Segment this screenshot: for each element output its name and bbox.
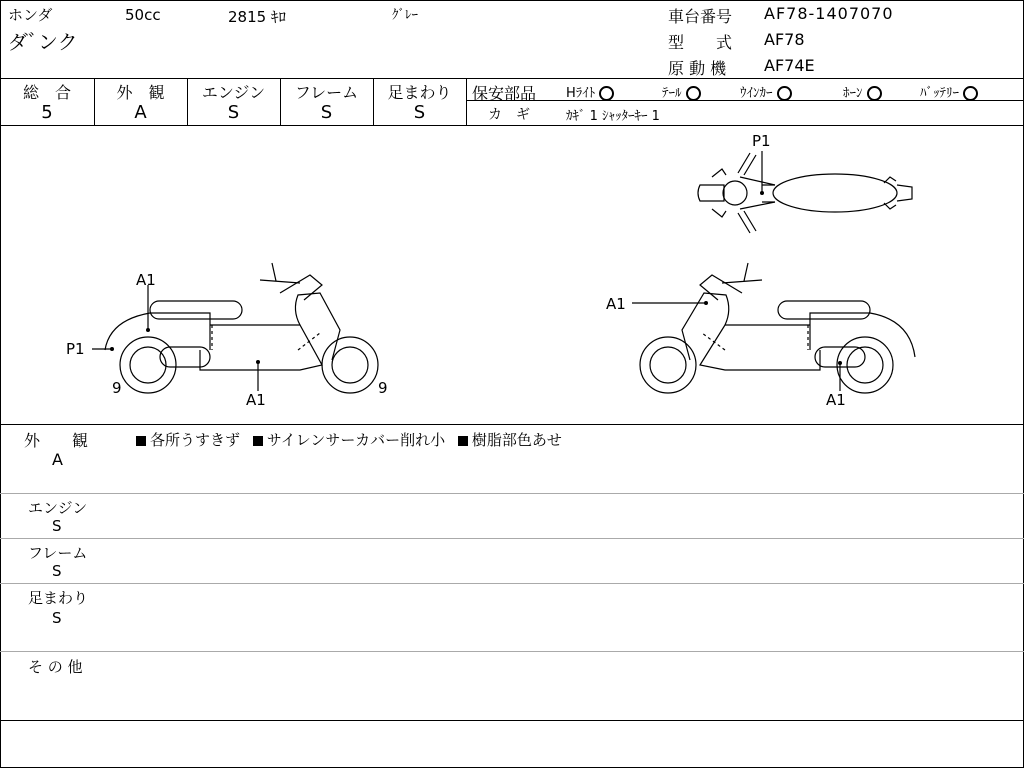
other-note-label: そ の 他: [28, 658, 83, 676]
frame-no-label: 車台番号: [668, 7, 733, 26]
safety-item-tail: [662, 82, 701, 101]
grade-label-exterior: 外 観: [116, 83, 165, 102]
mileage: 2815 ｷﾛ: [228, 8, 286, 26]
mark-label: A1: [606, 295, 626, 313]
safety-item-name: ﾎｰﾝ: [843, 86, 863, 101]
mark-label: 9: [378, 379, 388, 397]
scooter-diagram: [0, 125, 1024, 425]
type-value: AF78: [764, 30, 805, 49]
frame-note-label: フレーム: [28, 544, 88, 562]
safety-item-winker: [740, 82, 792, 101]
engine-label: 原 動 機: [668, 59, 727, 78]
type-label: 型 式: [668, 33, 733, 52]
exterior-label: 外 観: [24, 431, 89, 450]
mark-label: 9: [112, 379, 122, 397]
bullet-square-icon: [458, 436, 468, 446]
grade-label-overall: 総 合: [22, 83, 71, 102]
exterior-grade: A: [52, 450, 63, 469]
mark-label: P1: [66, 340, 85, 358]
suspension-note-label: 足まわり: [28, 589, 89, 607]
scooter-top-view: [698, 153, 912, 233]
grade-value-engine: S: [227, 102, 240, 123]
divider: [0, 493, 1024, 494]
grade-label-suspension: 足まわり: [387, 83, 452, 102]
grade-label-frame: フレーム: [294, 83, 359, 102]
safety-item-name: Hﾗｲﾄ: [566, 86, 596, 101]
frame-no: AF78-1407070: [764, 4, 894, 23]
mark-label: A1: [246, 391, 266, 409]
divider: [0, 651, 1024, 652]
engine-note-grade: S: [52, 517, 62, 535]
key-label: カ ギ: [488, 107, 530, 123]
key-value: ｶｷﾞ 1 ｼｬｯﾀｰｷｰ 1: [566, 109, 660, 124]
divider: [0, 583, 1024, 584]
ok-circle-icon: [963, 86, 978, 101]
color: ｸﾞﾚｰ: [392, 8, 418, 23]
exterior-note-item: 樹脂部色あせ: [471, 431, 562, 449]
safety-item-name: ｳｲﾝｶｰ: [740, 86, 773, 101]
bullet-square-icon: [136, 436, 146, 446]
ok-circle-icon: [686, 86, 701, 101]
displacement: 50cc: [125, 6, 161, 24]
mark-label: P1: [752, 132, 771, 150]
ok-circle-icon: [599, 86, 614, 101]
grade-value-overall: 5: [41, 102, 53, 123]
exterior-note-item: サイレンサーカバー削れ小: [266, 431, 446, 449]
grade-label-engine: エンジン: [201, 83, 266, 102]
divider: [0, 720, 1024, 721]
grade-value-suspension: S: [413, 102, 426, 123]
safety-label: 保安部品: [472, 84, 537, 103]
exterior-note-item: 各所うすきず: [150, 431, 241, 449]
safety-item-name: ﾊﾞｯﾃﾘｰ: [920, 86, 959, 101]
safety-item-headlight: [566, 82, 614, 101]
divider: [0, 78, 1024, 79]
safety-item-horn: [843, 82, 882, 101]
mark-label: A1: [136, 271, 156, 289]
mark-label: A1: [826, 391, 846, 409]
divider: [0, 538, 1024, 539]
bullet-square-icon: [253, 436, 263, 446]
safety-item-battery: [920, 82, 978, 101]
model-name: ダﾞンク: [8, 30, 78, 54]
scooter-right-view: [640, 263, 915, 393]
grade-value-frame: S: [320, 102, 333, 123]
engine-note-label: エンジン: [28, 499, 88, 517]
suspension-note-grade: S: [52, 609, 62, 627]
divider: [466, 78, 467, 125]
safety-item-name: ﾃｰﾙ: [662, 86, 682, 101]
ok-circle-icon: [777, 86, 792, 101]
grade-value-exterior: A: [134, 102, 147, 123]
engine-value: AF74E: [764, 56, 815, 75]
maker: ホンダ: [8, 6, 53, 24]
ok-circle-icon: [867, 86, 882, 101]
frame-note-grade: S: [52, 562, 62, 580]
exterior-notes: [136, 429, 562, 450]
